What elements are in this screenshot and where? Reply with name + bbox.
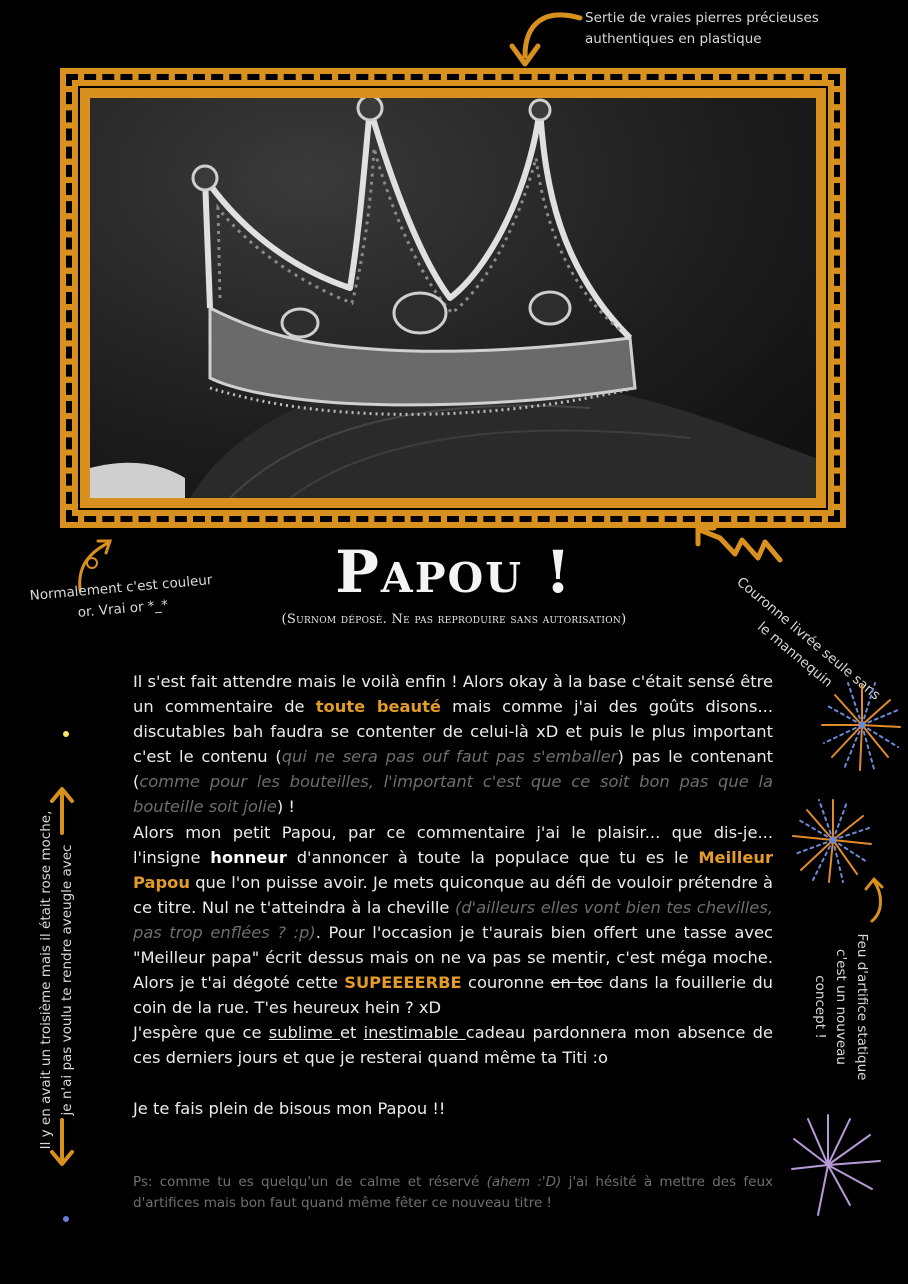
crown-photo: [90, 98, 816, 498]
highlight: SUPEEEERBE: [344, 973, 462, 993]
aside: qui ne sera pas ouf faut pas s'emballer: [281, 747, 618, 767]
strikethrough-text: en toc: [550, 973, 603, 993]
annotation-gems: Sertie de vraies pierres précieuses authentiques en plastique: [585, 10, 819, 47]
text: cadeau pardonnera mon absence de ces derniers jours et que je resterai quand même ta Titi :o: [133, 1023, 773, 1068]
highlight: Meilleur Papou: [133, 847, 773, 892]
sparkle-dot-icon: [63, 1216, 69, 1222]
text: dans la fouillerie du coin de la rue. T'es heureux hein ? xD: [133, 973, 773, 1018]
page-title: Papou !: [335, 538, 573, 606]
annotation-gold-color: Normalement c'est couleur or. Vrai or *_*: [29, 572, 214, 621]
text: Alors mon petit Papou, par ce commentaire j'ai le plaisir... que dis-je... l'insigne: [133, 822, 773, 867]
text: Ps: comme tu es quelqu'un de calme et réservé: [133, 1174, 487, 1190]
text: que l'on puisse avoir. Je mets quiconque au défi de vouloir prétendre à ce titre. Nul ne t'atteindra à la cheville: [133, 872, 773, 917]
postscript: [133, 1172, 773, 1214]
firework-icon: [788, 1105, 888, 1220]
crown-photo-frame: [60, 68, 846, 528]
annotation-static-firework: Feu d'artifice statique c'est un nouveau concept !: [812, 933, 870, 1081]
paragraph: [133, 1020, 773, 1070]
text: d'annoncer à toute la populace que tu es le: [286, 847, 699, 867]
paragraph: [133, 820, 773, 1021]
message-body: [133, 669, 773, 1121]
firework-icon: [810, 665, 908, 795]
aside: (d'ailleurs elles vont bien tes chevilles, pas trop enflées ? :p): [133, 897, 773, 942]
annotation-third-crown: Il y en avait un troisième mais il était rose moche, je n'ai pas voulu te rendre aveugle avec: [38, 810, 75, 1150]
text: ) pas le contenant (: [133, 747, 774, 792]
text: j'ai hésité à mettre des feux d'artifices mais bon faut quand même fêter ce nouveau titre !: [133, 1174, 773, 1211]
aside: (ahem :'D): [486, 1174, 562, 1190]
sparkle-dot-icon: [63, 731, 69, 737]
closing-line: Je te fais plein de bisous mon Papou !!: [133, 1098, 446, 1118]
page-subtitle: (Surnom déposé. Ne pas reproduire sans autorisation): [281, 612, 627, 627]
paragraph: [133, 669, 773, 820]
underlined-text: inestimable: [363, 1023, 466, 1043]
text: . Pour l'occasion je t'aurais bien offert une tasse avec "Meilleur papa" écrit dessus mais on ne va pas se mentir, c'est méga moche. Alors je t'ai dégoté cette: [133, 922, 773, 993]
text: J'espère que ce: [133, 1023, 269, 1043]
curved-arrow-icon: [500, 8, 590, 70]
text: et: [339, 1023, 364, 1043]
highlight: honneur: [210, 847, 287, 867]
text: couronne: [461, 973, 551, 993]
arrow-up-icon: [862, 875, 888, 925]
aside: comme pour les bouteilles, l'important c'est que ce soit bon pas que la bouteille soit jolie: [133, 772, 773, 817]
highlight: toute beauté: [315, 697, 441, 717]
text: mais comme j'ai des goûts disons... discutables bah faudra se contenter de celui-là xD et puis le plus important c'est le contenu (: [133, 697, 773, 767]
text: Il s'est fait attendre mais le voilà enfin ! Alors okay à la base c'était sensé être un commentaire de: [133, 672, 773, 717]
underlined-text: sublime: [268, 1023, 340, 1043]
annotation-crown-delivery: Couronne livrée seule sans le mannequin: [733, 574, 884, 704]
text: ) !: [276, 797, 295, 817]
